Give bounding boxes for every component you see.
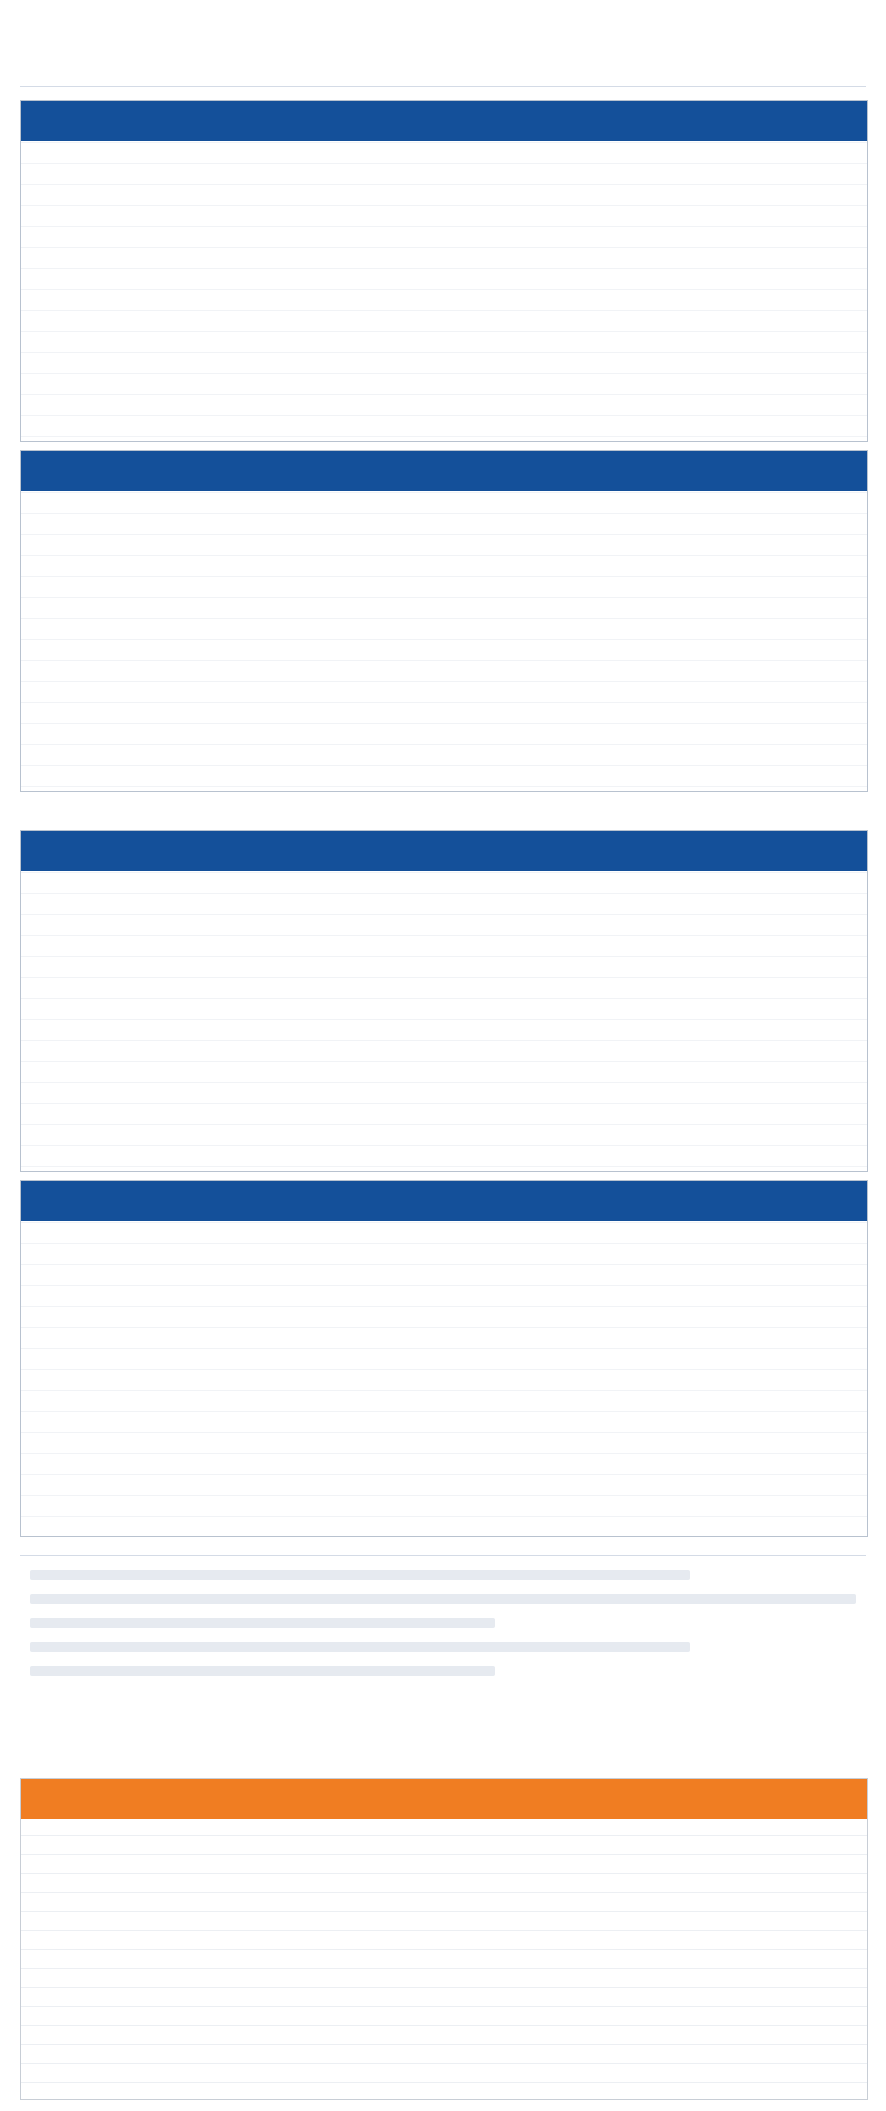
note-line (30, 1594, 856, 1604)
spec-table-2-header (21, 451, 867, 491)
spec-table-3-header (21, 831, 867, 871)
spec-table-1 (20, 100, 868, 442)
spec-table-3 (20, 830, 868, 1172)
hot-water-coil-table-header (21, 1779, 867, 1819)
spec-table-4 (20, 1180, 868, 1537)
hot-water-coil-table (20, 1778, 868, 2100)
note-line (30, 1618, 495, 1628)
note-line (30, 1642, 690, 1652)
header-bar (20, 20, 866, 87)
note-line (30, 1666, 495, 1676)
spec-table-2 (20, 450, 868, 792)
note-line (30, 1570, 690, 1580)
notes-block (20, 1555, 866, 1716)
spec-table-1-header (21, 101, 867, 141)
spec-table-4-header (21, 1181, 867, 1221)
